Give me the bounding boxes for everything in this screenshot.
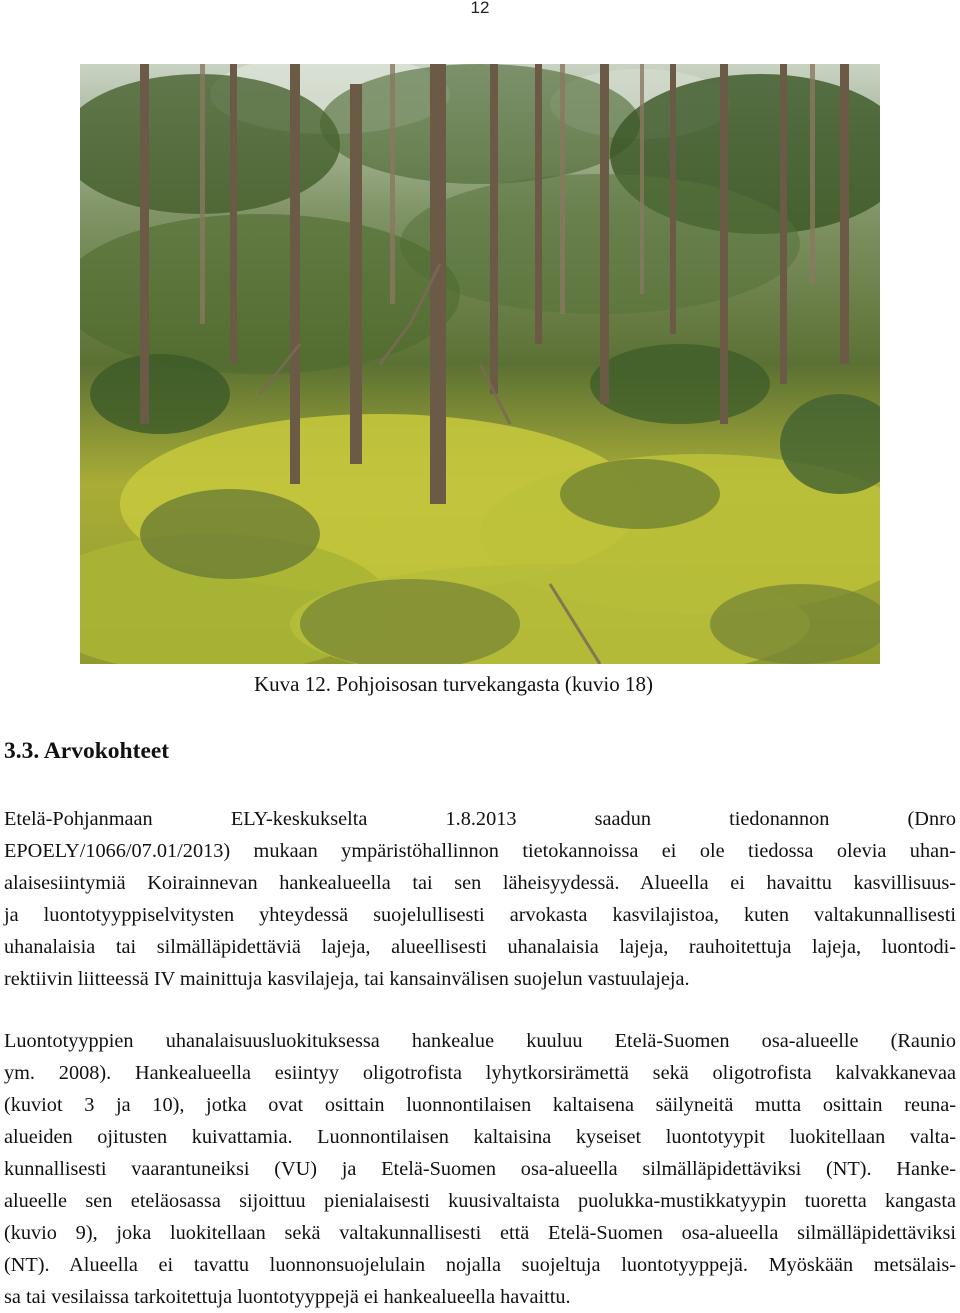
paragraph-line: (kuvio 9), joka luokitellaan sekä valtakunnallisesti että Etelä-Suomen osa-alueella silmälläpidettäviksi	[4, 1222, 956, 1244]
paragraph-line: sa tai vesilaissa tarkoitettuja luontotyyppejä ei hankealueella havaittu.	[4, 1286, 571, 1308]
paragraph-1	[4, 803, 956, 995]
section-heading: 3.3. Arvokohteet	[4, 738, 170, 764]
paragraph-line: uhanalaisia tai silmälläpidettäviä lajeja, alueellisesti uhanalaisia lajeja, rauhoitettuja lajeja, luontodi-	[4, 936, 956, 958]
paragraph-line: ym. 2008). Hankealueella esiintyy oligotrofista lyhytkorsirämettä sekä oligotrofista kalvakkanevaa	[4, 1062, 956, 1084]
forest-photo	[80, 64, 880, 664]
paragraph-2	[4, 1025, 956, 1313]
paragraph-line: alaisesiintymiä Koirainnevan hankealueella tai sen läheisyydessä. Alueella ei havaittu kasvillisuus-	[4, 872, 956, 894]
paragraph-line: Luontotyyppien uhanalaisuusluokituksessa hankealue kuuluu Etelä-Suomen osa-alueelle (Raunio	[4, 1030, 956, 1052]
paragraph-line: alueelle sen eteläosassa sijoittuu pienialaisesti kuusivaltaista puolukka-mustikkatyypin tuoretta kangasta	[4, 1190, 956, 1212]
paragraph-line: ja luontotyyppiselvitysten yhteydessä suojelullisesti arvokasta kasvilajistoa, kuten valtakunnallisesti	[4, 904, 956, 926]
paragraph-line: (NT). Alueella ei tavattu luonnonsuojelulain nojalla suojeltuja luontotyyppejä. Myöskään metsälais-	[4, 1254, 956, 1276]
paragraph-line: EPOELY/1066/07.01/2013) mukaan ympäristöhallinnon tietokannoissa ei ole tiedossa olevia uhan-	[4, 840, 956, 862]
figure-caption: Kuva 12. Pohjoisosan turvekangasta (kuvio 18)	[254, 672, 653, 696]
page-number: 12	[470, 0, 490, 17]
paragraph-line: Etelä-Pohjanmaan ELY-keskukselta 1.8.2013 saadun tiedonannon (Dnro	[4, 808, 956, 830]
paragraph-line: alueiden ojitusten kuivattamia. Luonnontilaisen kaltaisina kyseiset luontotyypit luokitellaan valta-	[4, 1126, 956, 1148]
paragraph-line: kunnallisesti vaarantuneiksi (VU) ja Etelä-Suomen osa-alueella silmälläpidettäviksi (NT). Hanke-	[4, 1158, 956, 1180]
paragraph-line: (kuviot 3 ja 10), jotka ovat osittain luonnontilaisen kaltaisena säilyneitä mutta osittain reuna-	[4, 1094, 956, 1116]
paragraph-line: rektiivin liitteessä IV mainittuja kasvilajeja, tai kansainvälisen suojelun vastuulajeja.	[4, 968, 690, 990]
